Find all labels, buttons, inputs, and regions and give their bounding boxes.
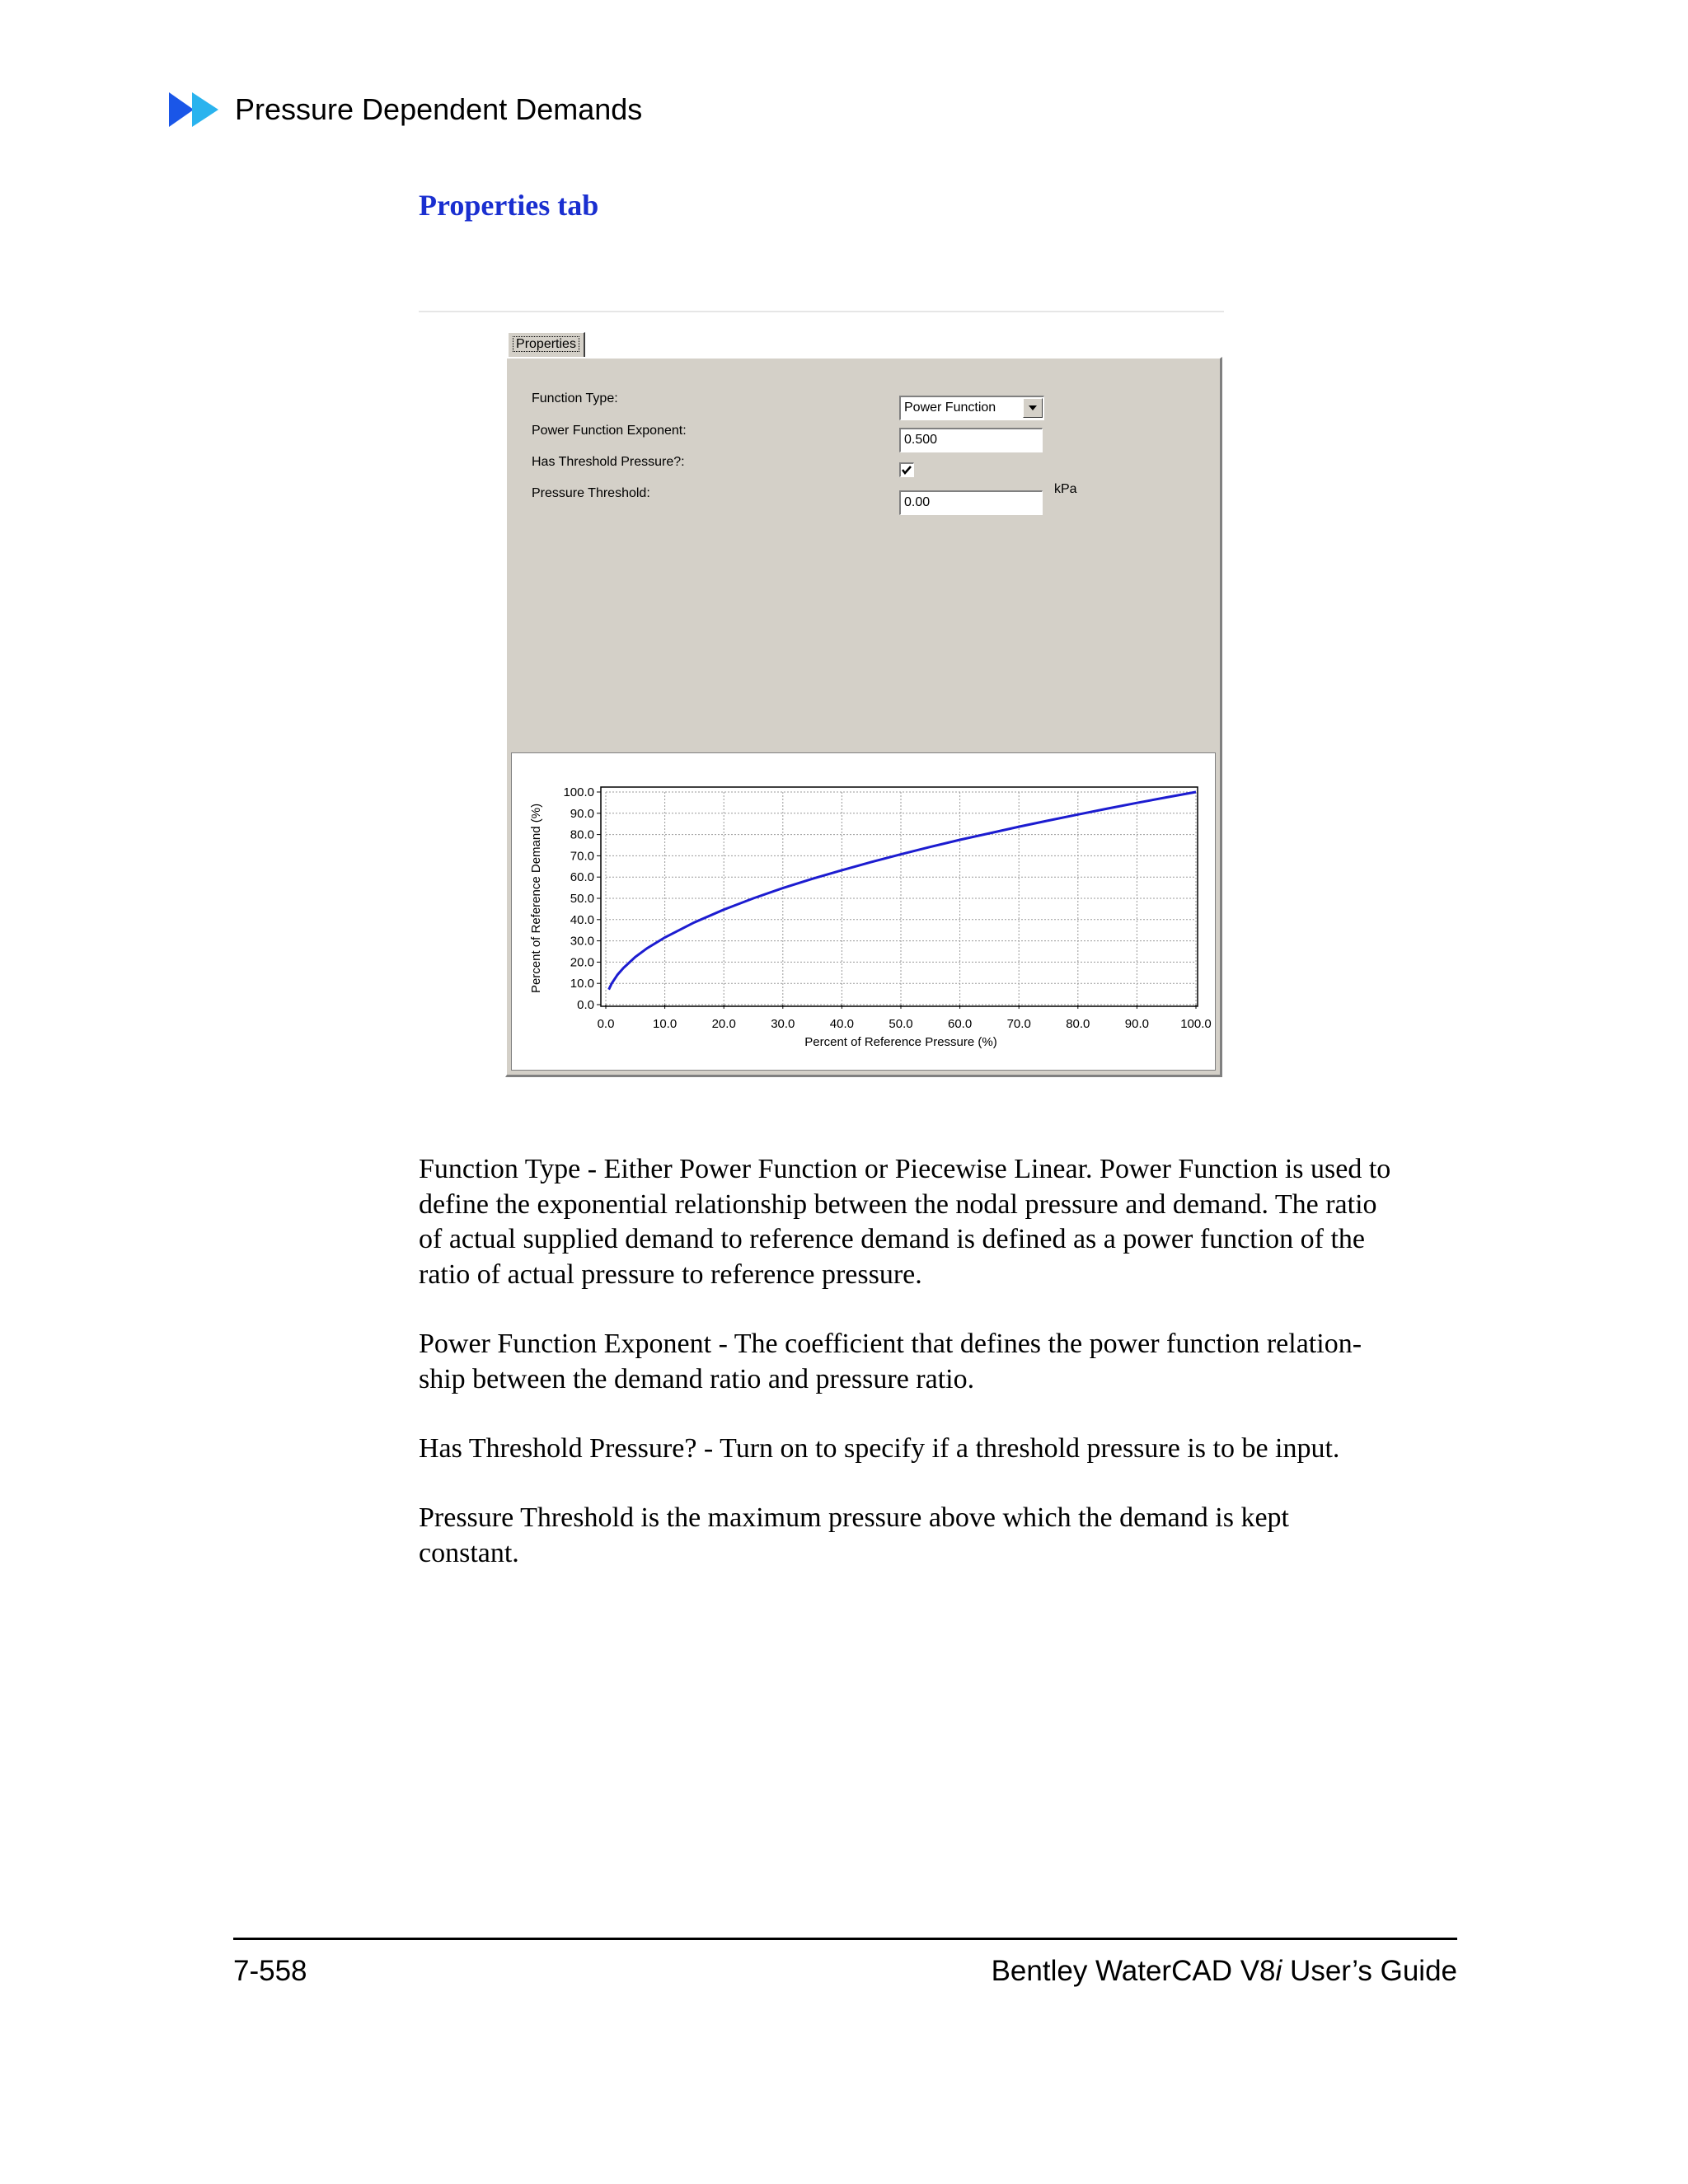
power-function-exponent-input[interactable]: 0.500 (899, 428, 1043, 452)
y-axis-label: Percent of Reference Demand (%) (529, 803, 543, 994)
dropdown-button[interactable] (1023, 398, 1043, 418)
x-tick-label: 80.0 (1066, 1017, 1090, 1031)
chevron-down-icon (1029, 405, 1037, 410)
demand-curve-chart (511, 752, 1216, 1071)
paragraph-line: define the exponential relationship between the nodal pressure and demand. The ratio (419, 1188, 1377, 1220)
power-function-exponent-label: Power Function Exponent: (532, 424, 687, 438)
pressure-unit: kPa (1054, 482, 1077, 496)
x-tick-label: 100.0 (1180, 1017, 1212, 1031)
pressure-threshold-label: Pressure Threshold: (532, 486, 650, 500)
paragraph-line: of actual supplied demand to reference demand is defined as a power function of the (419, 1224, 1365, 1254)
y-tick-label: 20.0 (570, 955, 594, 970)
paragraph-line: Pressure Threshold is the maximum pressure above which the demand is kept (419, 1502, 1289, 1533)
x-tick-label: 10.0 (652, 1017, 678, 1031)
tab-properties[interactable] (508, 332, 585, 357)
y-tick-label: 0.0 (577, 998, 594, 1012)
section-heading: Properties tab (419, 189, 599, 222)
y-tick-label: 50.0 (570, 892, 594, 906)
chart-svg (512, 753, 1215, 1070)
function-type-combo[interactable] (899, 396, 1044, 420)
x-tick-label: 0.0 (597, 1017, 615, 1031)
x-tick-label: 50.0 (889, 1017, 913, 1031)
function-type-value: Power Function (904, 401, 996, 415)
x-tick-label: 90.0 (1124, 1017, 1150, 1031)
paragraph-line: ship between the demand ratio and pressure ratio. (419, 1363, 975, 1394)
y-tick-label: 60.0 (570, 870, 594, 885)
has-threshold-pressure-label: Has Threshold Pressure?: (532, 455, 685, 469)
has-threshold-pressure-checkbox[interactable] (899, 462, 914, 477)
tab-label: Properties (513, 336, 579, 352)
running-header (169, 89, 642, 130)
x-tick-label: 70.0 (1006, 1017, 1031, 1031)
y-tick-label: 80.0 (570, 827, 594, 842)
properties-panel-screenshot (505, 332, 1222, 1077)
x-tick-label: 30.0 (771, 1017, 795, 1031)
plot-frame (601, 787, 1198, 1006)
y-tick-label: 30.0 (570, 934, 594, 949)
paragraph (419, 1501, 1457, 1571)
x-tick-label: 20.0 (711, 1017, 736, 1031)
paragraph-line: ratio of actual pressure to reference pressure. (419, 1258, 922, 1290)
paragraph-line: constant. (419, 1537, 519, 1568)
y-tick-label: 90.0 (570, 806, 594, 821)
paragraph-line: Function Type - Either Power Function or Piecewise Linear. Power Function is used to (419, 1154, 1391, 1184)
y-tick-label: 70.0 (570, 849, 594, 864)
tab-body (505, 357, 1222, 1077)
paragraph-line: Power Function Exponent - The coefficient that defines the power function relation- (419, 1329, 1362, 1359)
pressure-threshold-input[interactable]: 0.00 (899, 490, 1043, 515)
header-title: Pressure Dependent Demands (235, 92, 643, 126)
x-axis-label: Percent of Reference Pressure (%) (804, 1035, 997, 1049)
guide-title: Bentley WaterCAD V8i User’s Guide (991, 1955, 1457, 1987)
y-tick-label: 10.0 (570, 977, 594, 991)
x-tick-label: 40.0 (829, 1017, 855, 1031)
check-icon (901, 464, 912, 476)
paragraph-line: Has Threshold Pressure? - Turn on to specify if a threshold pressure is to be input. (419, 1433, 1340, 1464)
paragraph (419, 1327, 1457, 1397)
page-number: 7-558 (233, 1955, 307, 1987)
x-tick-label: 60.0 (947, 1017, 973, 1031)
double-arrow-icon (169, 92, 220, 127)
paragraph (419, 1152, 1457, 1292)
y-tick-label: 40.0 (570, 912, 594, 927)
function-type-label: Function Type: (532, 391, 618, 405)
y-tick-label: 100.0 (563, 785, 594, 799)
divider (419, 311, 1224, 312)
paragraph (419, 1432, 1457, 1467)
footer-rule (233, 1938, 1457, 1940)
